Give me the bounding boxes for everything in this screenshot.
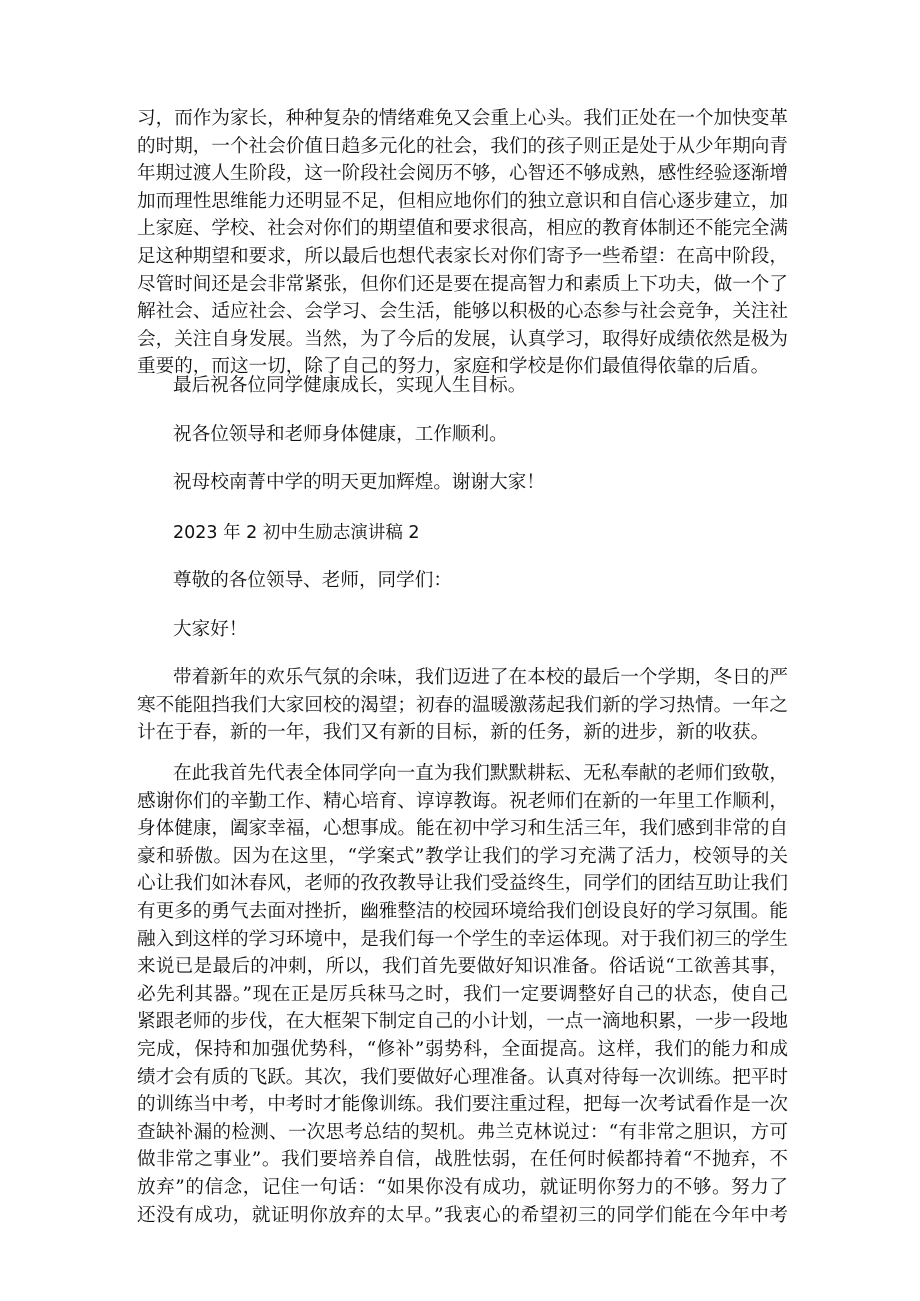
text-line: 的训练当中考，中考时才能像训练。我们要注重过程，把每一次考试看作是一次 xyxy=(137,1094,788,1116)
text-line: 重要的，而这一切，除了自己的努力，家庭和学校是你们最值得依靠的后盾。 xyxy=(137,356,770,378)
text-line: 上家庭、学校、社会对你们的期望值和要求很高，相应的教育体制还不能完全满 xyxy=(137,218,788,240)
text-line: 带着新年的欢乐气氛的余味，我们迈进了在本校的最后一个学期，冬日的严 xyxy=(173,667,788,688)
text-line: 的时期，一个社会价值日趋多元化的社会，我们的孩子则正是处于从少年期向青 xyxy=(137,135,788,157)
text-line: 融入到这样的学习环境中，是我们每一个学生的幸运体现。对于我们初三的学生 xyxy=(137,928,788,950)
text-line: 心让我们如沐春风，老师的孜孜教导让我们受益终生，同学们的团结互助让我们 xyxy=(137,873,788,895)
paragraph-new-term xyxy=(137,664,788,747)
text-line: 还没有成功，就证明你放弃的太早。”我衷心的希望初三的同学们能在今年中考 xyxy=(137,1204,788,1226)
text-line: 做非常之事业”。我们要培养自信，战胜怯弱，在任何时候都持着“不抛弃，不 xyxy=(137,1149,788,1171)
text-line: 尽管时间还是会非常紧张，但你们还是要在提高智力和素质上下功夫，做一个了 xyxy=(137,273,788,295)
wish-teachers: 祝各位领导和老师身体健康，工作顺利。 xyxy=(173,424,508,445)
speech-title: 2023 年 2 初中生励志演讲稿 2 xyxy=(173,523,420,543)
greeting: 大家好！ xyxy=(173,619,248,640)
text-line: 来说已是最后的冲刺，所以，我们首先要做好知识准备。俗话说“工欲善其事， xyxy=(137,956,788,978)
text-line: 在此我首先代表全体同学向一直为我们默默耕耘、无私奉献的老师们致敬， xyxy=(173,763,788,784)
paragraph-thanks-and-preparation xyxy=(137,760,788,1229)
text-line: 放弃”的信念，记住一句话：“如果你没有成功，就证明你努力的不够。努力了 xyxy=(137,1176,788,1198)
text-line: 紧跟老师的步伐，在大框架下制定自己的小计划，一点一滴地积累，一步一段地 xyxy=(137,1011,788,1033)
text-line: 年期过渡人生阶段，这一阶段社会阅历不够，心智还不够成熟，感性经验逐渐增 xyxy=(137,163,788,185)
text-line: 加而理性思维能力还明显不足，但相应地你们的独立意识和自信心逐步建立，加 xyxy=(137,190,788,212)
text-line: 习，而作为家长，种种复杂的情绪难免又会重上心头。我们正处在一个加快变革 xyxy=(137,108,788,129)
salutation: 尊敬的各位领导、老师，同学们： xyxy=(173,570,452,591)
text-line: 计在于春，新的一年，我们又有新的目标，新的任务，新的进步，新的收获。 xyxy=(137,722,770,744)
text-line: 寒不能阻挡我们大家回校的渴望；初春的温暖激荡起我们新的学习热情。一年之 xyxy=(137,694,788,716)
text-line: 身体健康，阖家幸福，心想事成。能在初中学习和生活三年，我们感到非常的自 xyxy=(137,818,788,840)
text-line: 会，关注自身发展。当然，为了今后的发展，认真学习，取得好成绩依然是极为 xyxy=(137,328,788,350)
text-line: 感谢你们的辛勤工作、精心培育、谆谆教诲。祝老师们在新的一年里工作顺利， xyxy=(137,790,788,812)
text-line: 足这种期望和要求，所以最后也想代表家长对你们寄予一些希望：在高中阶段， xyxy=(137,245,788,267)
wish-students: 最后祝各位同学健康成长，实现人生目标。 xyxy=(173,375,527,396)
paragraph-parent-hopes xyxy=(137,105,788,381)
text-line: 豪和骄傲。因为在这里，“学案式”教学让我们的学习充满了活力，校领导的关 xyxy=(137,845,788,867)
text-line: 解社会、适应社会、会学习、会生活，能够以积极的心态参与社会竞争，关注社 xyxy=(137,301,788,323)
wish-school: 祝母校南菁中学的明天更加辉煌。谢谢大家！ xyxy=(173,472,545,493)
text-line: 查缺补漏的检测、一次思考总结的契机。弗兰克林说过：“有非常之胆识，方可 xyxy=(137,1121,788,1143)
text-line: 完成，保持和加强优势科，“修补”弱势科，全面提高。这样，我们的能力和成 xyxy=(137,1038,788,1060)
text-line: 绩才会有质的飞跃。其次，我们要做好心理准备。认真对待每一次训练。把平时 xyxy=(137,1066,788,1088)
text-line: 有更多的勇气去面对挫折，幽雅整洁的校园环境给我们创设良好的学习氛围。能 xyxy=(137,900,788,922)
text-line: 必先利其器。”现在正是厉兵秣马之时，我们一定要调整好自己的状态，使自己 xyxy=(137,983,788,1005)
